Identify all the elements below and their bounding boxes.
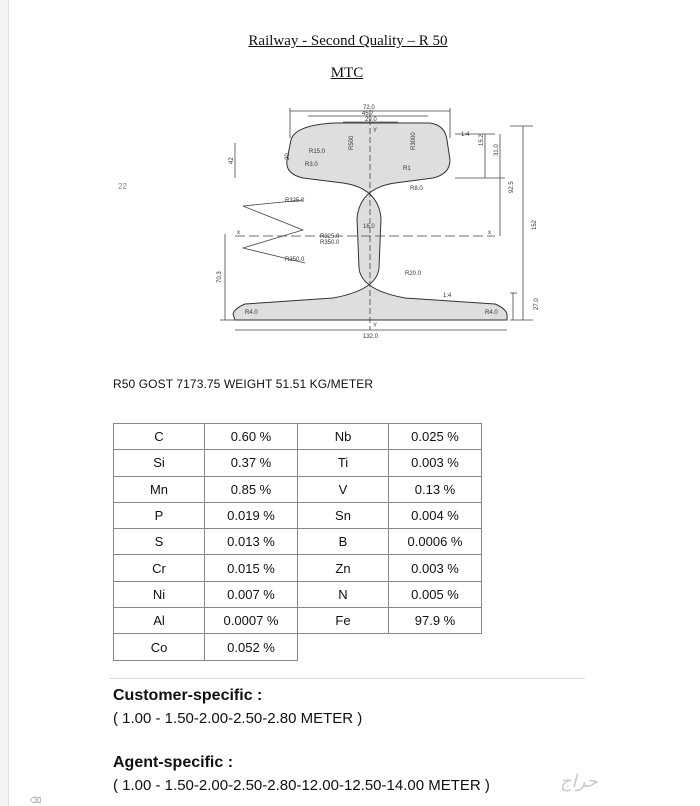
dim-r1: R1 [403,166,411,172]
dim-head-top: 29.0 [365,117,377,123]
value-cell: 0.003 % [389,555,482,581]
dim-web: 16.0 [363,224,375,230]
watermark-logo: حراج [560,771,598,791]
document-title: Railway - Second Quality – R 50 [248,33,448,49]
value-cell: 0.004 % [389,502,482,528]
customer-specific-title: Customer-specific : [113,687,263,704]
dim-r350-b: R350.0 [285,257,305,263]
value-cell: 0.025 % [389,424,482,450]
dim-h703: 70.3 [217,271,223,283]
dim-head-inner: 45.7 [362,111,374,117]
dim-h310: 31.0 [494,144,500,156]
element-cell: Si [114,450,205,476]
element-cell: S [114,529,205,555]
element-cell: Ti [298,450,389,476]
value-cell: 97.9 % [389,608,482,634]
dim-h925: 92.5 [509,181,515,193]
dim-r200: R20.0 [405,271,422,277]
table-row [114,555,482,581]
value-cell: 0.0006 % [389,529,482,555]
slope-1-4-bottom: 1:4 [443,293,452,299]
value-cell: 0.019 % [205,502,298,528]
table-row [114,450,482,476]
value-cell: 0.015 % [205,555,298,581]
rail-profile-drawing [205,98,550,343]
element-cell: B [298,529,389,555]
table-row [114,529,482,555]
slope-1-4-top: 1:4 [461,132,470,138]
value-cell: 0.007 % [205,581,298,607]
dim-r500: R500 [349,135,355,150]
value-cell: 0.85 % [205,476,298,502]
agent-specific-lengths: ( 1.00 - 1.50-2.00-2.50-2.80-12.00-12.50-14.00 METER ) [113,777,490,794]
dim-h152: 15.2 [479,134,485,146]
element-cell: Mn [114,476,205,502]
value-cell: 0.003 % [389,450,482,476]
dim-h20: 20 [285,153,291,160]
element-cell: Ni [114,581,205,607]
dim-h270: 27.0 [534,298,540,310]
dim-head-width: 72.0 [363,105,375,111]
element-cell: Fe [298,608,389,634]
table-row [114,581,482,607]
agent-specific-title: Agent-specific : [113,754,234,771]
specification-line: R50 GOST 7173.75 WEIGHT 51.51 KG/METER [113,377,374,391]
table-row [114,476,482,502]
value-cell: 0.013 % [205,529,298,555]
dim-r350-a: R350.0 [320,240,340,246]
dim-r80: R8.0 [410,186,423,192]
table-row [114,608,482,634]
table-row [114,502,482,528]
axis-y-bottom: Y [373,323,378,329]
table-row [114,634,482,660]
element-cell: Al [114,608,205,634]
element-cell: V [298,476,389,502]
element-cell: C [114,424,205,450]
footer-mark: ⌫ [30,796,42,805]
element-cell: Sn [298,502,389,528]
axis-y-top: Y [373,128,378,134]
element-cell: Cr [114,555,205,581]
dim-r40-left: R4.0 [245,310,258,316]
element-cell: Nb [298,424,389,450]
chemical-composition-table [113,423,482,661]
dim-r325-b: R325.0 [320,234,340,240]
axis-x-left: x [237,230,240,236]
value-cell: 0.052 % [205,634,298,660]
element-cell: P [114,502,205,528]
page-edge [0,0,9,806]
dim-h1520: 152 [532,219,538,230]
table-row [114,424,482,450]
element-cell: Zn [298,555,389,581]
value-cell: 0.005 % [389,581,482,607]
element-cell: Co [114,634,205,660]
empty-cell [298,634,389,660]
stray-mark: 22 [118,182,127,191]
value-cell: 0.0007 % [205,608,298,634]
dim-r325-a: R325.0 [285,198,305,204]
value-cell: 0.37 % [205,450,298,476]
dim-r3000: R3000 [411,132,417,150]
value-cell: 0.13 % [389,476,482,502]
dim-base: 132.0 [363,334,379,340]
document-subtitle: MTC [330,65,364,81]
value-cell: 0.60 % [205,424,298,450]
customer-specific-lengths: ( 1.00 - 1.50-2.00-2.50-2.80 METER ) [113,710,363,727]
dim-r3: R3.0 [305,162,318,168]
empty-cell [389,634,482,660]
axis-x-right: x [488,230,491,236]
dim-h42: 42 [229,157,235,164]
element-cell: N [298,581,389,607]
dim-r40: R4.0 [485,310,498,316]
dim-r15: R15.0 [309,149,326,155]
section-divider [110,678,585,679]
